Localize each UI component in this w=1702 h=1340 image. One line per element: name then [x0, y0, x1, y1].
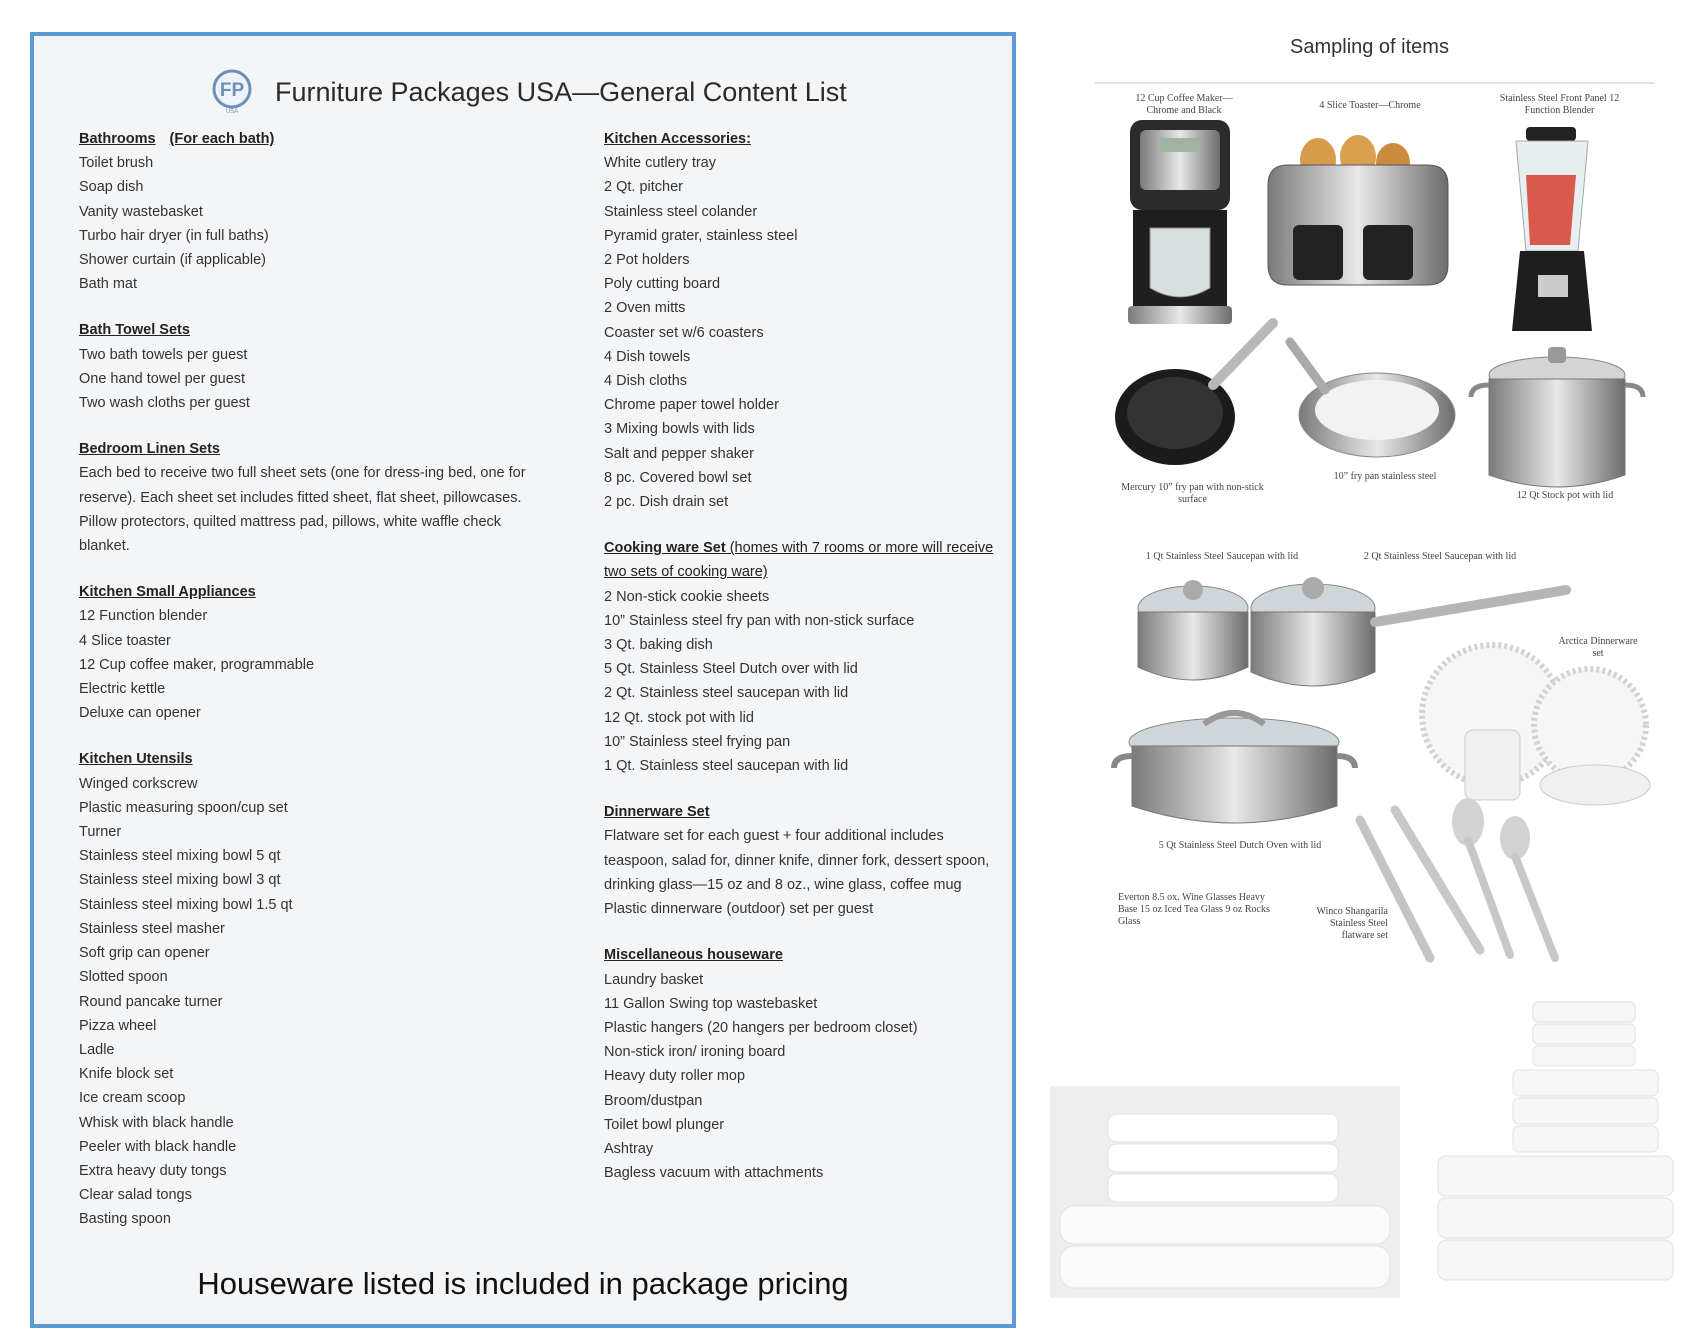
item-list	[79, 461, 549, 558]
list-item: Stainless steel masher	[79, 920, 225, 937]
caption-coffee-maker: 12 Cup Coffee Maker—Chrome and Black	[1135, 93, 1233, 116]
caption-blender: Stainless Steel Front Panel 12 Function Blender	[1499, 93, 1620, 116]
svg-text:FP: FP	[219, 80, 245, 101]
section-heading-note: (For each bath)	[169, 131, 275, 147]
blender-image	[1498, 125, 1608, 335]
list-item: Toilet brush	[79, 155, 154, 172]
list-item: 5 Qt. Stainless Steel Dutch over with lid	[604, 661, 858, 678]
steel-fry-pan-image	[1285, 340, 1460, 465]
section-heading-text: Kitchen Small Appliances	[79, 584, 256, 601]
section-heading-text: Bedroom Linen Sets	[79, 441, 220, 458]
list-item: 3 Qt. baking dish	[604, 637, 713, 654]
list-item: Whisk with black handle	[79, 1114, 234, 1131]
list-item: Plastic measuring spoon/cup set	[79, 799, 288, 816]
list-item: Knife block set	[79, 1066, 174, 1083]
list-item: 12 Qt. stock pot with lid	[604, 709, 754, 726]
list-item: Peeler with black handle	[79, 1138, 237, 1155]
pricing-note: Houseware listed is included in package pricing	[197, 1266, 849, 1301]
section-heading-text: Dinnerware Set	[604, 804, 710, 821]
list-item: Electric kettle	[79, 681, 166, 698]
list-section	[604, 943, 1004, 1185]
list-item: 2 pc. Dish drain set	[604, 494, 729, 511]
section-heading	[79, 580, 549, 604]
list-section	[604, 800, 1004, 921]
caption-saucepan-2qt: 2 Qt Stainless Steel Saucepan with lid	[1363, 551, 1517, 562]
caption-nonstick-fry-pan: Mercury 10” fry pan with non-stick surface	[1121, 482, 1264, 505]
right-list-column	[604, 127, 1004, 1207]
caption-flatware: Winco Shangarila Stainless Steel flatware set	[1316, 906, 1388, 941]
fp-logo-icon	[209, 69, 255, 115]
section-heading	[604, 943, 1004, 967]
section-heading-text: Kitchen Utensils	[79, 751, 193, 768]
list-item: Non-stick iron/ ironing board	[604, 1044, 786, 1061]
section-heading-text: Miscellaneous houseware	[604, 947, 783, 964]
item-list	[604, 824, 1004, 921]
list-item: Soft grip can opener	[79, 945, 210, 962]
list-item: Poly cutting board	[604, 276, 721, 293]
section-heading	[79, 318, 549, 342]
item-list	[79, 343, 549, 416]
section-heading	[79, 437, 549, 461]
item-list	[604, 585, 1004, 779]
stock-pot-image	[1470, 345, 1645, 495]
list-item: 10” Stainless steel frying pan	[604, 733, 791, 750]
list-item: Ice cream scoop	[79, 1090, 186, 1107]
list-item: Slotted spoon	[79, 969, 168, 986]
list-item: Winged corkscrew	[79, 775, 198, 792]
list-item: 2 Oven mitts	[604, 300, 686, 317]
list-item: One hand towel per guest	[79, 370, 246, 387]
sampling-title: Sampling of items	[1290, 36, 1449, 58]
list-item: Plastic hangers (20 hangers per bedroom closet)	[604, 1019, 918, 1036]
caption-dutch-oven: 5 Qt Stainless Steel Dutch Oven with lid	[1158, 840, 1322, 851]
list-item: 3 Mixing bowls with lids	[604, 421, 755, 438]
dinnerware-image	[1420, 640, 1655, 815]
towels-image	[1433, 1000, 1678, 1292]
list-item: Toilet bowl plunger	[604, 1116, 725, 1133]
coffee-maker-image	[1125, 118, 1235, 328]
caption-glasses: Everton 8.5 ox. Wine Glasses Heavy Base 15 oz Iced Tea Glass 9 oz Rocks Glass	[1118, 892, 1270, 927]
list-item: Broom/dustpan	[604, 1092, 703, 1109]
list-header	[209, 64, 847, 120]
list-item: Two bath towels per guest	[79, 346, 248, 363]
list-item: White cutlery tray	[604, 155, 716, 172]
toaster-image	[1263, 125, 1453, 295]
item-list	[79, 151, 549, 296]
caption-stock-pot: 12 Qt Stock pot with lid	[1516, 490, 1614, 501]
list-item: 2 Qt. pitcher	[604, 179, 683, 196]
nonstick-fry-pan-image	[1113, 315, 1283, 475]
list-item: Pizza wheel	[79, 1017, 157, 1034]
section-heading-text: Bath Towel Sets	[79, 322, 190, 339]
list-item: Deluxe can opener	[79, 705, 201, 722]
list-item: Each bed to receive two full sheet sets (one for dress-ing bed, one for reserve). Each sheet set includes fitted sheet, flat sheet, pillowcases.	[79, 465, 526, 506]
item-list	[604, 968, 1004, 1186]
list-item: 4 Dish cloths	[604, 373, 688, 390]
list-item: 12 Function blender	[79, 608, 208, 625]
list-item: Vanity wastebasket	[79, 203, 203, 220]
flatware-image	[1350, 800, 1590, 965]
list-section	[79, 747, 549, 1231]
list-item: Bagless vacuum with attachments	[604, 1165, 824, 1182]
list-section	[79, 318, 549, 415]
list-section	[604, 127, 1004, 514]
list-item: Salt and pepper shaker	[604, 445, 754, 462]
list-item: Two wash cloths per guest	[79, 395, 250, 412]
section-heading	[79, 127, 549, 151]
list-item: Coaster set w/6 coasters	[604, 324, 764, 341]
list-item: 12 Cup coffee maker, programmable	[79, 656, 315, 673]
list-section	[604, 536, 1004, 778]
list-item: 8 pc. Covered bowl set	[604, 469, 752, 486]
list-item: Turbo hair dryer (in full baths)	[79, 227, 269, 244]
content-list-panel	[30, 32, 1016, 1328]
section-heading-text: Kitchen Accessories:	[604, 131, 751, 147]
list-section	[79, 580, 549, 725]
list-item: Extra heavy duty tongs	[79, 1162, 227, 1179]
list-item: Soap dish	[79, 179, 144, 196]
list-item: Clear salad tongs	[79, 1187, 192, 1204]
list-item: 1 Qt. Stainless steel saucepan with lid	[604, 758, 849, 775]
list-item: Laundry basket	[604, 971, 704, 988]
list-item: 10” Stainless steel fry pan with non-stick surface	[604, 612, 915, 629]
list-item: Bath mat	[79, 276, 138, 293]
list-item: 2 Pot holders	[604, 252, 690, 269]
list-item: Stainless steel mixing bowl 1.5 qt	[79, 896, 293, 913]
list-section	[79, 127, 549, 296]
item-list	[79, 604, 549, 725]
list-item: Chrome paper towel holder	[604, 397, 779, 414]
list-item: Pyramid grater, stainless steel	[604, 227, 798, 244]
section-heading	[604, 127, 1004, 151]
item-list	[79, 772, 549, 1232]
section-heading	[604, 800, 1004, 824]
dutch-oven-image	[1112, 712, 1357, 837]
list-item: Heavy duty roller mop	[604, 1068, 746, 1085]
list-item: Ashtray	[604, 1140, 654, 1157]
list-item: Flatware set for each guest + four additional includes teaspoon, salad for, dinner knife, dinner fork, dessert spoon, drinking glass—15 oz and 8 oz., wine glass, coffee mug	[604, 828, 990, 893]
list-item: 2 Qt. Stainless steel saucepan with lid	[604, 685, 849, 702]
list-item: Ladle	[79, 1041, 115, 1058]
section-heading	[79, 747, 549, 771]
list-item: 4 Slice toaster	[79, 632, 171, 649]
list-item: Shower curtain (if applicable)	[79, 252, 266, 269]
list-item: Turner	[79, 824, 122, 841]
list-item: 11 Gallon Swing top wastebasket	[604, 995, 818, 1012]
list-item: Stainless steel colander	[604, 203, 758, 220]
sheets-image	[1050, 1086, 1400, 1298]
list-item: Pillow protectors, quilted mattress pad, pillows, white waffle check blanket.	[79, 513, 502, 555]
list-item: Stainless steel mixing bowl 5 qt	[79, 848, 281, 865]
list-item: Basting spoon	[79, 1211, 171, 1228]
section-heading	[604, 536, 1004, 584]
list-section	[79, 437, 549, 558]
caption-toaster: 4 Slice Toaster—Chrome	[1319, 100, 1421, 111]
list-item: Plastic dinnerware (outdoor) set per guest	[604, 901, 874, 918]
left-list-column	[79, 127, 549, 1254]
section-heading-text: Cooking ware Set	[604, 540, 726, 557]
caption-steel-fry-pan: 10” fry pan stainless steel	[1333, 471, 1437, 482]
list-item: 2 Non-stick cookie sheets	[604, 588, 770, 605]
section-heading-note: (homes with 7 rooms or more will receive two sets of cooking ware)	[604, 540, 994, 581]
document-title: Furniture Packages USA—General Content List	[275, 76, 847, 107]
caption-saucepan-1qt: 1 Qt Stainless Steel Saucepan with lid	[1145, 551, 1299, 562]
list-item: 4 Dish towels	[604, 348, 691, 365]
section-heading-text: Bathrooms	[79, 131, 156, 147]
sampling-divider	[1095, 82, 1655, 84]
caption-dinnerware: Arctica Dinnerware set	[1558, 636, 1638, 659]
item-list	[604, 151, 1004, 514]
list-item: Round pancake turner	[79, 993, 223, 1010]
svg-text:USA: USA	[225, 109, 239, 115]
list-item: Stainless steel mixing bowl 3 qt	[79, 872, 281, 889]
